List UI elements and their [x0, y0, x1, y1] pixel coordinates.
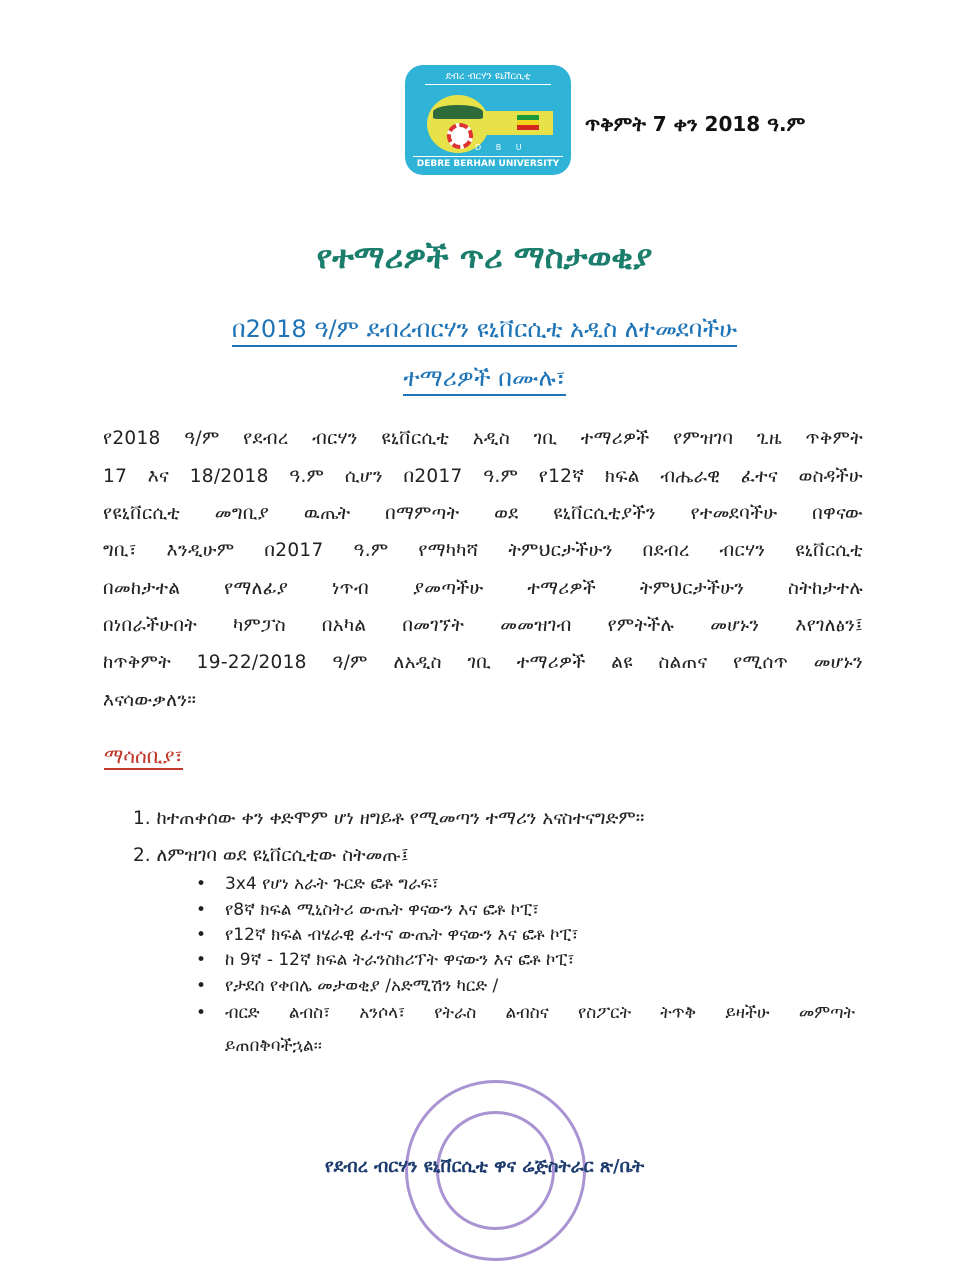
page-title: የተማሪዎች ጥሪ ማስታወቂያ	[316, 238, 653, 276]
body-line: ከጥቅምት 19-22/2018 ዓ/ም ለአዲስ ገቢ ተማሪዎች ልዩ ስልጠና የሚሰጥ መሆኑን	[103, 652, 863, 673]
numbered-item	[133, 808, 644, 829]
bullet-icon: •	[196, 950, 207, 970]
body-line: ግቢ፣ እንዲሁም በ2017 ዓ.ም የማካካሻ ትምህርታችሁን በደብረ ብርሃን ዩኒቨርሲቲ	[103, 540, 863, 561]
numbered-item	[133, 845, 409, 866]
bullet-text: 3x4 የሆነ አራት ጉርድ ፎቶ ግራፍ፣	[225, 874, 439, 894]
ethiopian-flag-icon	[517, 115, 539, 130]
bullet-text: ብርድ ልብስ፣ አንሶላ፣ የትራስ ልብስና የስፖርት ትጥቅ ይዛችሁ መምጣት	[225, 1003, 855, 1023]
item-number: 2.	[133, 845, 151, 866]
body-line: የዩኒቨርሲቲ መግቢያ ዉጤት በማምጣት ወደ ዩኒቨርሲቲያችን የተመደባችሁ በዋናው	[103, 503, 863, 524]
bullet-text: የ8ኛ ክፍል ሚኒስትሪ ውጤት ዋናውን እና ፎቶ ኮፒ፣	[225, 900, 540, 920]
logo-english-name: DEBRE BERHAN UNIVERSITY	[413, 156, 563, 169]
logo-tree-icon	[433, 105, 483, 119]
subtitle-text: በ2018 ዓ/ም ደብረብርሃን ዩኒቨርሲቲ አዲስ ለተመደባችሁ	[232, 315, 737, 347]
bullet-icon: •	[196, 900, 207, 920]
signature-office: የደብረ ብርሃን ዩኒቨርሲቲ ዋና ሬጅስትራር ጽ/ቤት	[324, 1156, 645, 1177]
item-text: ለምዝገባ ወደ ዩኒቨርሲቲው ስትመጡ፤	[156, 845, 409, 866]
university-logo	[405, 65, 571, 175]
logo-abbr: D B U	[475, 143, 528, 152]
body-line: በመከታተል የማለፊያ ነጥብ ያመጣችሁ ተማሪዎች ትምህርታችሁን ስትከታተሉ	[103, 578, 863, 599]
body-line: 17 እና 18/2018 ዓ.ም ሲሆን በ2017 ዓ.ም የ12ኛ ክፍል ብሔራዊ ፈተና ወስዳችሁ	[103, 466, 863, 487]
logo-key-bar	[475, 111, 553, 135]
bullet-icon: •	[196, 874, 207, 894]
bullet-icon: •	[196, 925, 207, 945]
note-heading: ማሳሰቢያ፣	[104, 744, 183, 768]
subtitle-text: ተማሪዎች በሙሉ፣	[403, 364, 565, 396]
bullet-text: የታደሰ የቀበሌ መታወቂያ /አድሚሽን ካርድ /	[225, 976, 499, 996]
letter-date: ጥቅምት 7 ቀን 2018 ዓ.ም	[585, 112, 806, 136]
logo-gear-icon	[447, 123, 473, 149]
bullet-text: ይጠበቅባችኋል፡፡	[225, 1036, 322, 1056]
subtitle-line-2	[0, 364, 969, 392]
bullet-icon: •	[196, 976, 207, 996]
body-line: እናሳውቃለን።	[103, 690, 197, 711]
body-line: በነበራችሁበት ካምፓስ በአካል በመገኘት መመዝገብ የምትችሉ መሆኑን እየገለፅን፤	[103, 615, 863, 636]
subtitle-line-1	[0, 315, 969, 343]
bullet-text: ከ 9ኛ - 12ኛ ክፍል ትራንስክሪፕት ዋናውን እና ፎቶ ኮፒ፣	[225, 950, 575, 970]
bullet-text: የ12ኛ ክፍል ብሄራዊ ፈተና ውጤት ዋናውን እና ፎቶ ኮፒ፣	[225, 925, 579, 945]
item-number: 1.	[133, 808, 151, 829]
item-text: ከተጠቀሰው ቀን ቀድሞም ሆነ ዘግይቶ የሚመጣን ተማሪን አናስተናግድም።	[156, 808, 645, 829]
body-line: የ2018 ዓ/ም የደብረ ብርሃን ዩኒቨርሲቲ አዲስ ገቢ ተማሪዎች የምዝገባ ጊዜ ጥቅምት	[103, 428, 863, 449]
bullet-icon: •	[196, 1003, 207, 1023]
logo-amharic-name: ደብረ ብርሃን ዩኒቨርሲቲ	[425, 71, 551, 85]
